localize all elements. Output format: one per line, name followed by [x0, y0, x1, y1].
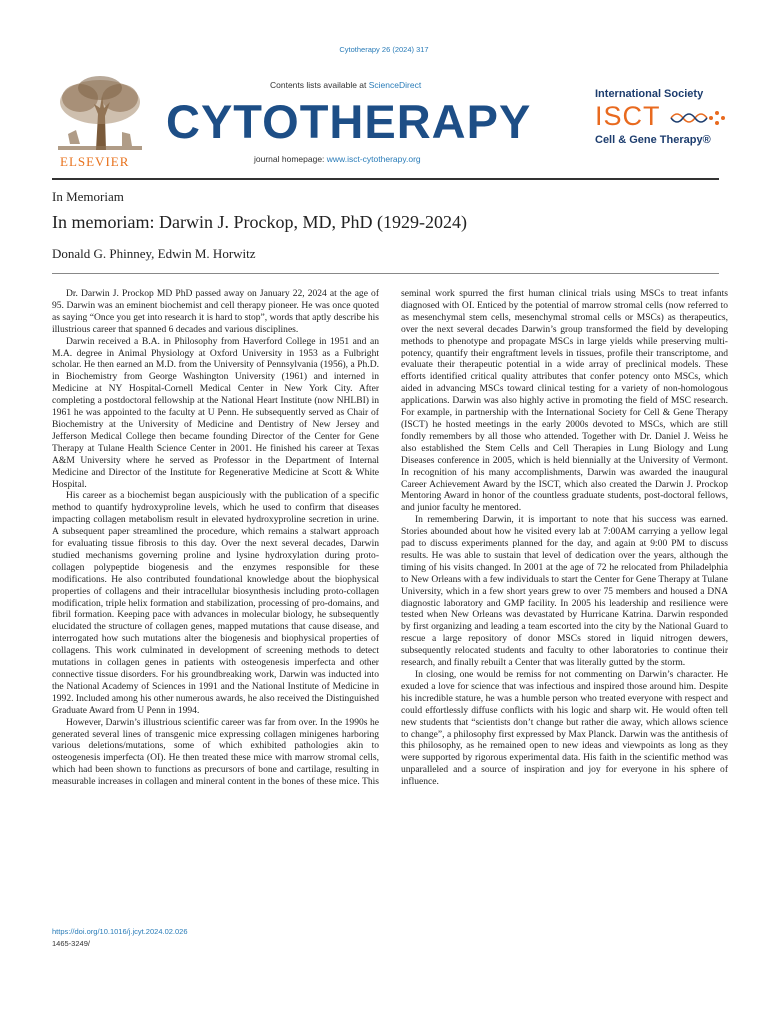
elsevier-tree-logo — [50, 74, 150, 174]
body-paragraph: Darwin received a B.A. in Philosophy from Haverford College in 1951 and an M.A. degree in Animal Physiology at Oxford University in 1953 as a Fulbright scholar. He then earned an M.D. from the University of Pennsylvania (1956), a Ph.D. in Biochemistry from George Washington University (1961) and interned in Medicine at NY Hospital-Cornell Medical Center in New York City. After completing a postdoctoral fellowship at the National Heart Institute (now NHLBI) in 1961 he was appointed to the faculty at U Penn. He subsequently served as Chair of Biochemistry at the University of Medicine and Dentistry of New Jersey and Jefferson Medical College then became founding Director of the Center for Gene Therapy at Tulane Health Science Center in 2001. He finished his career at Texas A&M University where he served as Professor in the Department of Internal Medicine and Director of the Institute for Regenerative Medicine at Scott & White Hospital. — [52, 335, 379, 490]
body-column-left — [52, 288, 379, 912]
article-title: In memoriam: Darwin J. Prockop, MD, PhD (1929-2024) — [52, 212, 467, 232]
body-paragraph: However, Darwin’s illustrious scientific career was far from over. In the 1990s he generated several lines of transgenic mice expressing collagen minigenes harboring various deletions/mutations, some of which exhibited pathologies akin to osteogenesis imperfecta (OI). He then treated these mice with marrow stromal cells, which had been shown to functions as precursors of bone and cartilage, resulting in measurable increases in collagen and mineral content in the bones of these mice. This — [52, 716, 379, 788]
journal-citation: Cytotherapy 26 (2024) 317 — [339, 45, 429, 54]
article-authors: Donald G. Phinney, Edwin M. Horwitz — [52, 246, 256, 261]
article-section: In Memoriam — [52, 189, 124, 204]
body-paragraph: Dr. Darwin J. Prockop MD PhD passed away on January 22, 2024 at the age of 95. Darwin was an eminent biochemist and cell therapy pioneer. He was once quoted as saying “Once you get into research it is hard to stop”, words that aptly describe his illustrious career that spanned 6 decades and various disciplines. — [52, 288, 379, 335]
journal-masthead — [50, 74, 730, 176]
sciencedirect-link[interactable]: ScienceDirect — [368, 80, 422, 90]
contents-prefix: Contents lists available at — [270, 80, 369, 90]
doi-link[interactable]: https://doi.org/10.1016/j.jcyt.2024.02.026 — [52, 927, 188, 936]
contents-line — [270, 80, 421, 90]
journal-title: CYTOTHERAPY — [166, 95, 532, 148]
header-rule — [52, 273, 719, 274]
isct-tagline: Cell & Gene Therapy® — [595, 134, 711, 146]
body-paragraph: seminal work spurred the first human clinical trials using MSCs to treat infants diagnosed with OI. Enticed by the potential of marrow stromal cells (now referred to as mesenchymal stem cells, mesenchymal stromal cells or MSCs) as therapeutics, over the next several decades Darwin’s group transformed the field by developing methods to phenotype and propagate MSCs in large yields while preserving multi-potency, quantify their engraftment levels in tissues, profile their transcriptome, and evaluate their therapeutic potential in a wide array of preclinical models. These efforts identified critical quality attributes that confer potency onto MSCs, which aided in advancing MSCs toward clinical testing for a variety of non-homologous applications. Darwin was also highly active in promoting the field of MSC research. For example, in partnership with the International Society for Cell & Gene Therapy (ISCT) he hosted meetings in the early 2000s devoted to MSCs, which are still fondly remembers by all those who attended. Together with Dr. Daniel J. Weiss he also established the Stem Cells and Cell Therapies in Lung Biology and Lung Diseases conference in 2005, which is held biennially at the University of Vermont. In recognition of his many accomplishments, Darwin was awarded the inaugural Career Achievement Award by the ISCT, which also created the Darwin J. Prockop Mentoring Award in honor of the countless graduate students, post-doctoral fellows, and junior faculty he mentored. — [401, 288, 728, 514]
journal-homepage-link[interactable]: www.isct-cytotherapy.org — [326, 154, 421, 164]
isct-logo — [595, 88, 735, 158]
masthead-rule — [52, 178, 719, 180]
homepage-prefix: journal homepage: — [254, 154, 327, 164]
dna-helix-icon — [669, 108, 727, 128]
isct-society-name: International Society — [595, 88, 704, 100]
body-column-right — [401, 288, 728, 912]
issn-line: 1465-3249/ — [52, 939, 90, 948]
body-paragraph: In closing, one would be remiss for not commenting on Darwin’s character. He exuded a love for science that was infectious and inspired those around him. Despite his incredible stature, he was a humble person who treated everyone with respect and could effortlessly diffuse conflicts with his logic and sharp wit. He would often tell new students that “scientists don’t change but rather die away, which allows science to change”, a philosophy first expressed by Max Planck. Darwin was the antithesis of this philosophy, as he remained open to new ideas and viewpoints as long as they were supported by rigorous experimental data. His faith in the scientific method was unparalleled and a source of inspiration and joy for everyone in his sphere of influence. — [401, 669, 728, 788]
homepage-line — [254, 154, 421, 164]
body-paragraph: In remembering Darwin, it is important to note that his success was earned. Stories abounded about how he visited every lab at 7:00AM carrying a yellow legal pad to discuss experiments planned for the day, and again at 9:00 PM to discuss results. He was able to sustain that level of dedication over the years, although the timing of his visits changed. In 2001 at the age of 72 he relocated from Philadelphia to New Orleans with a few individuals to start the Center for Gene Therapy at Tulane University, which in a few short years grew to over 75 members and housed a DNA diagnostic laboratory and GMP facility. In 2005 his leadership and resilience were tested when New Orleans was devastated by Hurricane Katrina. Darwin responded by first organizing and leading a team escorted into the city by the National Guard to rescue a large repository of donor MSCs stored in liquid nitrogen dewers, subsequently relocated students and faculty to other laboratories to continue their research, and finally rebuilt a Center that was literally gutted by the storm. — [401, 514, 728, 669]
isct-acronym — [595, 102, 727, 130]
article-footer — [52, 926, 188, 950]
body-paragraph: His career as a biochemist began auspiciously with the publication of a specific method to quantify hydroxyproline levels, which he used to confirm that diseases impacting collagen metabolism result in elevated hydroxyproline secretion in urine. A subsequent paper streamlined the procedure, which remains a stalwart approach for evaluating tissue fibrosis to this day. Over the next several decades, Darwin studied mechanisms governing proline and lysine hydroxylation during proto-collagen polypeptide biogenesis and the enzymes responsible for these modifications. He also contributed foundational knowledge about the biophysical properties of collagens and their intracellular biosynthesis including proto-collagen modification, triple helix formation and stabilization, processing of pro-domains, and fibril formation. Keeping pace with advances in molecular biology, he subsequently elucidated the structure of collagen genes, mapped mutations that cause disease, and interrogated how such mutations alter the biogenesis and biophysical properties of collagens. This work culminated in development of screening methods to detect mutations in collagen genes in patients with osteogenesis imperfecta and other connective tissue disorders. For his groundbreaking work, Darwin was inducted into the National Academy of Sciences in 1991 and the National Institute of Medicine in 1992. Included among his other numerous awards, he also received the Distinguished Graduate Award from U Penn in 1994. — [52, 490, 379, 716]
isct-acronym-text: ISCT — [595, 101, 661, 131]
publisher-name: ELSEVIER — [60, 154, 130, 169]
